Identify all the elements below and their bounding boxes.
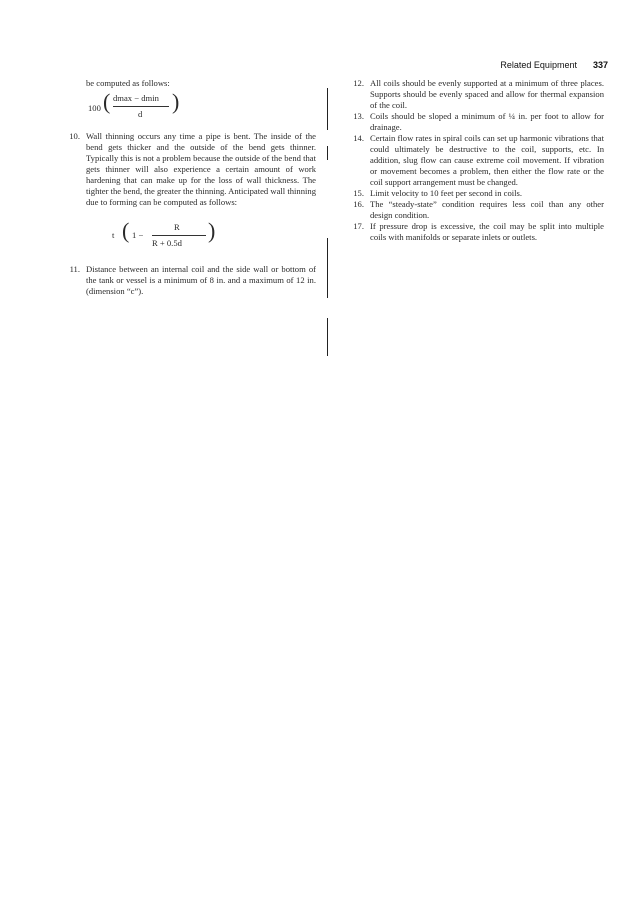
list-item-13 [342,111,604,133]
section-title: Related Equipment [500,60,577,70]
column-divider [327,146,328,160]
left-paren: ( [122,218,130,243]
formula-prefix: t [112,230,115,240]
left-column [58,78,316,297]
list-item-15 [342,188,604,199]
formula-denominator: R + 0.5d [152,238,182,248]
item-number: 16. [353,199,364,209]
item-text: Distance between an internal coil and the side wall or bottom of the tank or vessel is a minimum of 8 in. and a maximum of 12 in. (dimension “c”). [86,264,316,296]
left-paren: ( [103,89,111,114]
item-number: 15. [353,188,364,198]
fraction-bar [113,106,169,107]
formula-coefficient: 100 [88,103,101,113]
fraction-bar [152,235,206,236]
item-number: 10. [69,131,80,141]
formula-one-minus: 1 − [132,230,144,240]
list-item-17 [342,221,604,243]
item-text: Coils should be sloped a minimum of ¼ in. per foot to allow for drainage. [370,111,604,132]
item-text: All coils should be evenly supported at a minimum of three places. Supports should be evenly spaced and allow for thermal expansion of the coil. [370,78,604,110]
column-divider [327,88,328,130]
right-column [342,78,604,243]
item-number: 12. [353,78,364,88]
list-item-11 [58,264,316,297]
list-item-14 [342,133,604,188]
column-divider [327,238,328,298]
column-divider [327,318,328,356]
right-paren: ) [208,218,216,243]
right-paren: ) [172,89,180,114]
formula-denominator: d [138,109,143,119]
formula-percent-ovality [58,89,316,131]
intro-text: be computed as follows: [86,78,170,88]
formula-numerator: R [174,222,180,232]
list-item-10 [58,131,316,208]
item-text: Wall thinning occurs any time a pipe is bent. The inside of the bend gets thicker and the outside of the bend gets thinner. Typically this is not a problem because the outside of the bend that gets thinner will also experience a certain amount of work hardening that can make up for the loss of wall thickness. The tighter the bend, the greater the thinning. Anticipated wall thinning due to forming can be computed as follows: [86,131,316,207]
list-item-16 [342,199,604,221]
item-text: If pressure drop is excessive, the coil may be split into multiple coils with manifolds or separate inlets or outlets. [370,221,604,242]
item-text: Limit velocity to 10 feet per second in coils. [370,188,523,198]
item-number: 11. [69,264,80,274]
item-number: 17. [353,221,364,231]
running-header [330,60,608,70]
item-number: 13. [353,111,364,121]
list-item-12 [342,78,604,111]
item-text: Certain flow rates in spiral coils can set up harmonic vibrations that could ultimately be destructive to the coil, supports, etc. In addition, slug flow can cause extreme coil movement. If vibration or movement becomes a problem, then either the flow rate or the coil support arrangement must be changed. [370,133,604,187]
page-number: 337 [592,60,608,70]
formula-wall-thinning [58,208,316,264]
item-number: 14. [353,133,364,143]
formula-numerator: dmax − dmin [113,93,159,103]
item-text: The “steady-state” condition requires less coil than any other design condition. [370,199,604,220]
